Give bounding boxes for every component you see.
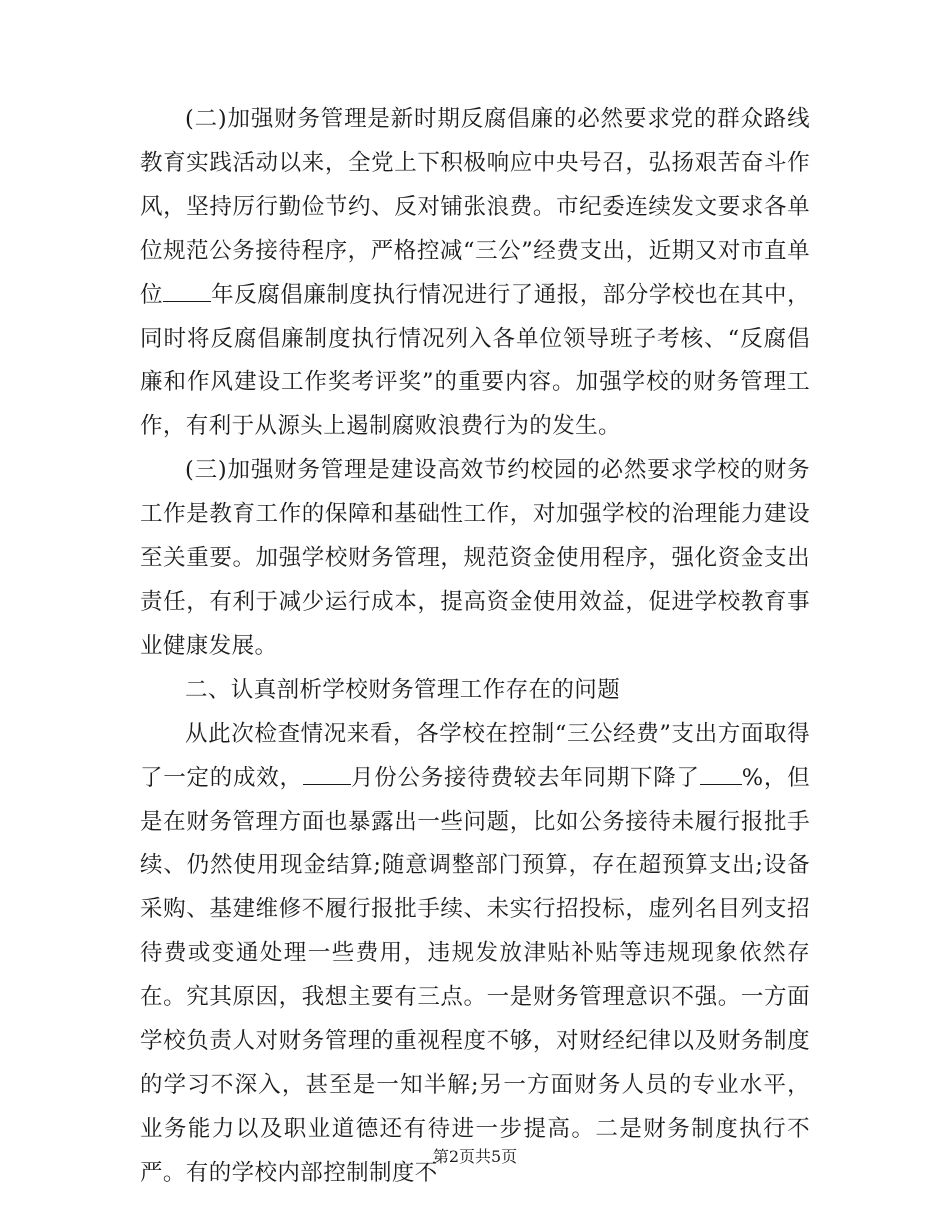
blank-line [163, 279, 211, 302]
paragraph-text: %，但是在财务管理方面也暴露出一些问题，比如公务接待未履行报批手续、仍然使用现金结算;随意调整部门预算，存在超预算支出;设备采购、基建维修不履行报批手续、未实行招投标，虚列名目列支招待费或变通处理一些费用，违规发放津贴补贴等违规现象依然存在。究其原因，我想主要有三点。一是财务管理意识不强。一方面学校负责人对财务管理的重视程度不够，对财经纪律以及财务制度的学习不深入，甚至是一知半解;另一方面财务人员的专业水平，业务能力以及职业道德还有待进一步提高。二是财务制度执行不严。有的学校内部控制制度不 [140, 764, 810, 1186]
paragraph-text: (三)加强财务管理是建设高效节约校园的必然要求学校的财务工作是教育工作的保障和基础性工作，对加强学校的治理能力建设至关重要。加强学校财务管理，规范资金使用程序，强化资金支出责任，有利于减少运行成本，提高资金使用效益，促进学校教育事业健康发展。 [140, 457, 810, 659]
page-number: 第2页共5页 [432, 1147, 518, 1166]
blank-line [303, 762, 351, 785]
heading-text: 二、认真剖析学校财务管理工作存在的问题 [185, 676, 621, 703]
paragraph-text: 月份公务接待费较去年同期下降了 [350, 764, 700, 791]
document-body [140, 98, 810, 1196]
blank-line [700, 762, 742, 785]
paragraph-problems [140, 713, 810, 1196]
page-footer [0, 1144, 950, 1167]
section-heading [140, 669, 810, 713]
paragraph-section-3 [140, 449, 810, 669]
paragraph-section-2 [140, 98, 810, 449]
paragraph-text: 从此次检查情况来看，各学校在控制“三公经费”支出方面取得了一定的成效， [140, 720, 810, 791]
paragraph-text: 年反腐倡廉制度执行情况进行了通报，部分学校也在其中，同时将反腐倡廉制度执行情况列入各单位领导班子考核、“反腐倡廉和作风建设工作奖考评奖”的重要内容。加强学校的财务管理工作，有利于从源头上遏制腐败浪费行为的发生。 [140, 281, 810, 440]
paragraph-text: (二)加强财务管理是新时期反腐倡廉的必然要求党的群众路线教育实践活动以来，全党上下积极响应中央号召，弘扬艰苦奋斗作风，坚持厉行勤俭节约、反对铺张浪费。市纪委连续发文要求各单位规范公务接待程序，严格控减“三公”经费支出，近期又对市直单位 [140, 106, 810, 308]
